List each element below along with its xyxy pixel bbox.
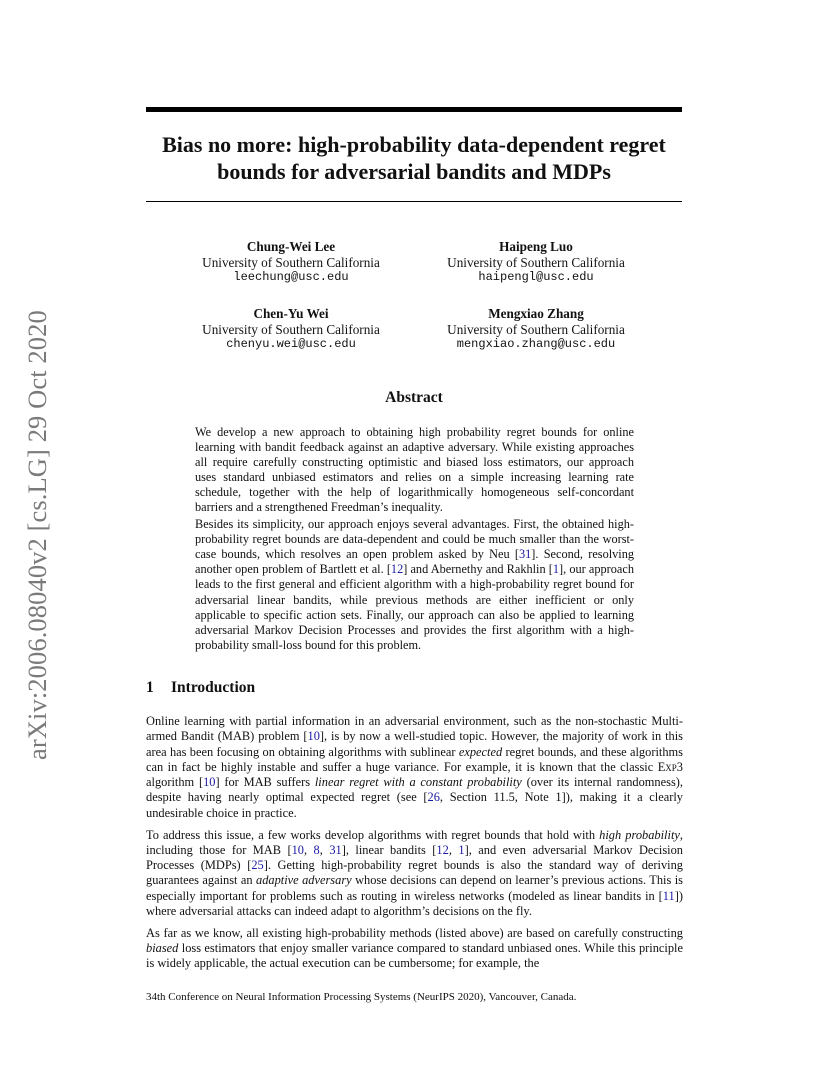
section-title: Introduction — [171, 679, 256, 696]
text-run: ]) where adversarial attacks can indeed adapt to algorithm’s decisions on the fly. — [146, 888, 683, 919]
author-block — [421, 306, 651, 353]
text-run: , — [448, 842, 459, 857]
introduction-body — [146, 714, 683, 978]
text-run: Besides its simplicity, our approach enjoys several advantages. First, the obtained high-probability regret bounds are data-dependent and could be much smaller than the worst-case bounds, which resolves an open problem asked by Neu [ — [195, 517, 634, 562]
author-block — [421, 239, 651, 286]
author-email[interactable]: leechung@usc.edu — [233, 270, 349, 284]
arxiv-side-identifier: arXiv:2006.08040v2 [cs.LG] 29 Oct 2020 — [22, 310, 52, 760]
title-line-1: Bias no more: high-probability data-dependent regret — [162, 132, 666, 157]
text-run: ]. Second, resolving another open problem of Bartlett et al. [ — [195, 547, 635, 577]
text-run: , — [319, 842, 330, 857]
author-affiliation: University of Southern California — [447, 321, 625, 337]
author-affiliation: University of Southern California — [447, 254, 625, 270]
abstract-paragraph: We develop a new approach to obtaining high probability regret bounds for online learning with bandit feedback against an adaptive adversary. While existing approaches all require carefully constructing optimistic and biased loss estimators, our approach uses standard unbiased estimators and relies on a simple increasing learning rate schedule, together with the help of logarithmically homogeneous self-concordant barriers and a strengthened Freedman’s inequality. — [195, 425, 634, 515]
text-run: ] for MAB suffers — [215, 775, 315, 790]
citation-link[interactable]: 12 — [436, 842, 449, 857]
text-run: , Section 11.5, Note 1]), making it a clearly undesirable choice in practice. — [146, 790, 683, 820]
citation-link[interactable]: 10 — [291, 842, 304, 857]
emphasis-text: adaptive adversary — [256, 873, 352, 888]
author-block — [176, 239, 406, 286]
citation-link[interactable]: 31 — [519, 547, 532, 562]
body-paragraph — [146, 828, 683, 920]
citation-link[interactable]: 1 — [552, 562, 560, 577]
abstract-heading: Abstract — [385, 389, 443, 406]
citation-link[interactable]: 11 — [662, 888, 675, 903]
paper-title — [146, 131, 682, 185]
abstract-paragraph — [195, 517, 634, 653]
text-run: , including those for MAB [ — [146, 827, 683, 857]
abstract-body — [195, 425, 634, 654]
author-affiliation: University of Southern California — [202, 254, 380, 270]
body-paragraph — [146, 926, 683, 972]
author-name: Mengxiao Zhang — [488, 306, 584, 321]
emphasis-text: expected — [458, 744, 503, 759]
citation-link[interactable]: 10 — [307, 729, 320, 744]
author-email[interactable]: chenyu.wei@usc.edu — [226, 337, 356, 351]
text-run: whose decisions can depend on learner’s previous actions. This is especially important for problems such as routing in wireless networks (modeled as linear bandits in [ — [146, 873, 683, 903]
title-bottom-rule — [146, 201, 682, 202]
citation-link[interactable]: 10 — [203, 775, 216, 790]
text-run: regret bounds, and these algorithms can in fact be highly instable and suffer a huge variance. For example, it is known that the classic E — [146, 744, 683, 774]
author-email[interactable]: haipengl@usc.edu — [478, 270, 594, 284]
citation-link[interactable]: 1 — [458, 842, 465, 857]
text-run: As far as we know, all existing high-probability methods (listed above) are based on carefully constructing — [146, 925, 683, 940]
author-name: Chen-Yu Wei — [253, 306, 329, 321]
text-run: ] and Abernethy and Rakhlin [ — [403, 562, 553, 577]
author-email[interactable]: mengxiao.zhang@usc.edu — [456, 337, 616, 351]
text-run: Online learning with partial information in an adversarial environment, such as the non-stochastic Multi-armed Bandit (MAB) problem [ — [146, 714, 683, 744]
emphasis-text: linear regret with a constant probability — [314, 775, 522, 790]
text-run: ], linear bandits [ — [341, 842, 437, 857]
citation-link[interactable]: 31 — [329, 842, 342, 857]
author-name: Haipeng Luo — [499, 239, 573, 254]
text-run: ], and even adversarial Markov Decision Processes (MDPs) [ — [146, 842, 683, 873]
section-number: 1 — [146, 679, 154, 696]
text-run: To address this issue, a few works develop algorithms with regret bounds that hold with — [146, 827, 600, 842]
emphasis-text: biased — [146, 941, 179, 956]
small-caps-text: xp — [665, 759, 677, 774]
text-run: , — [303, 842, 314, 857]
text-run: (over its internal randomness), despite having nearly optimal expected regret (see [ — [146, 775, 683, 805]
body-paragraph — [146, 714, 683, 821]
section-heading — [146, 679, 255, 697]
text-run: loss estimators that enjoy smaller variance compared to standard unbiased ones. While this principle is widely applicable, the actual execution can be cumbersome; for example, the — [146, 941, 683, 971]
citation-link[interactable]: 26 — [427, 790, 440, 805]
author-name: Chung-Wei Lee — [246, 239, 336, 254]
text-run: ]. Getting high-probability regret bounds is also the standard way of deriving guarantees against an — [146, 858, 683, 888]
text-run: ], our approach leads to the first general and efficient algorithm with a high-probability regret bound for adversarial linear bandits, while previous methods are either inefficient or only applicable to specific action sets. Finally, our approach can also be applied to learning adversarial Markov Decision Processes and provides the first algorithm with a high-probability small-loss bound for this problem. — [195, 562, 634, 652]
emphasis-text: high probability — [599, 827, 680, 842]
author-block — [176, 306, 406, 353]
citation-link[interactable]: 12 — [390, 562, 404, 577]
citation-link[interactable]: 8 — [313, 842, 320, 857]
title-line-2: bounds for adversarial bandits and MDPs — [217, 159, 611, 184]
citation-link[interactable]: 25 — [251, 858, 264, 873]
text-run: ], is by now a well-studied topic. However, the majority of work in this area has been focusing on obtaining algorithms with sublinear — [146, 729, 683, 759]
title-top-rule — [146, 107, 682, 112]
author-affiliation: University of Southern California — [202, 321, 380, 337]
conference-footnote: 34th Conference on Neural Information Processing Systems (NeurIPS 2020), Vancouver, Canada. — [146, 991, 577, 1003]
text-run: 3 algorithm [ — [146, 759, 683, 790]
